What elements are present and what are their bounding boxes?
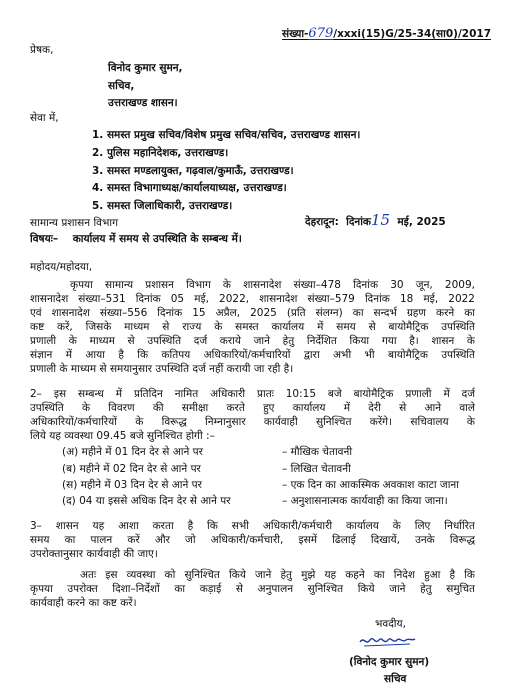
reference-number	[282, 27, 491, 41]
paragraph-line: कृपया उपरोक्त दिशा–निर्देशों का कड़ाई से अनुपालन सुनिश्चित किये जाने हेतु समुचित	[30, 583, 475, 595]
recipient-item: 3. समस्त मण्डलायुक्त, गढ़वाल/कुमाऊँ, उत्तराखण्ड।	[92, 165, 294, 177]
paragraph-line: समय का पालन करें और जो अधिकारी/कर्मचारी, इसमें ढिलाई दिखायें, उनके विरूद्ध	[30, 534, 475, 546]
reference-number-handwritten: 679	[308, 26, 334, 41]
recipients-label: सेवा में,	[30, 112, 59, 124]
sender-designation: सचिव,	[108, 80, 135, 92]
signed-designation: सचिव	[384, 673, 407, 685]
paragraph-line: संज्ञान में आया है कि कतिपय अधिकारियों/कर्मचारियों द्वारा अभी भी बायोमैट्रिक उपस्थिति	[30, 349, 475, 361]
action-consequence: – मौखिक चेतावनी	[282, 446, 353, 458]
paragraph-line: शासनादेश संख्या–531 दिनांक 05 मई, 2022, शासनादेश संख्या–579 दिनांक 18 मई, 2022	[30, 293, 475, 305]
salutation: महोदय/महोदया,	[30, 261, 93, 273]
subject-label: विषयः–	[30, 233, 59, 245]
date-day-handwritten: 15	[371, 211, 391, 229]
recipient-item: 1. समस्त प्रमुख सचिव/विशेष प्रमुख सचिव/सचिव, उत्तराखण्ड शासन।	[92, 129, 361, 141]
signed-name: (विनोद कुमार सुमन)	[349, 656, 430, 668]
paragraph-line: 3– शासन यह आशा करता है कि सभी अधिकारी/कर्मचारी कार्यालय के लिए निर्धारित	[30, 520, 475, 532]
valediction: भवदीय,	[375, 618, 406, 630]
paragraph-line: उपरोक्तानुसार कार्यवाही की जाए।	[30, 548, 158, 560]
action-condition: (स) महीने में 03 दिन देर से आने पर	[62, 479, 202, 491]
paragraph-line: लिये यह व्यवस्था 09.45 बजे सुनिश्चित होगी :–	[30, 430, 215, 442]
paragraph-line: प्रणाली के माध्यम से उपस्थिति दर्ज कराये जाने हेतु निर्देशित किया गया है। शासन के	[30, 335, 475, 347]
date-label: दिनांक	[346, 216, 371, 228]
paragraph-line: एवं शासनादेश संख्या–556 दिनांक 15 अप्रैल, 2025 (प्रति संलग्न) का सन्दर्भ ग्रहण करने का	[30, 307, 475, 319]
action-condition: (ब) महीने में 02 दिन देर से आने पर	[62, 463, 201, 475]
paragraph-4	[30, 568, 475, 610]
paragraph-line: 2– इस सम्बन्ध में प्रतिदिन नामित अधिकारी प्रातः 10:15 बजे बायोमैट्रिक प्रणाली में दर्ज	[30, 388, 475, 400]
action-consequence: – लिखित चेतावनी	[282, 463, 351, 475]
subject-text: कार्यालय में समय से उपस्थिति के सम्बन्ध में।	[72, 233, 242, 245]
paragraph-line: प्रणाली के माध्यम से समयानुसार उपस्थिति दर्ज नहीं करायी जा रही है।	[30, 363, 294, 375]
recipient-item: 2. पुलिस महानिदेशक, उत्तराखण्ड।	[92, 147, 229, 159]
paragraph-2	[30, 387, 475, 443]
department: सामान्य प्रशासन विभाग	[30, 217, 119, 229]
paragraph-line: कष्ट करें, जिसके माध्यम से राज्य के समस्त कार्यालय में समय से बायोमैट्रिक उपस्थिति	[30, 321, 475, 333]
recipient-item: 5. समस्त जिलाधिकारी, उत्तराखण्ड।	[92, 200, 233, 212]
paragraph-line: कृपया सामान्य प्रशासन विभाग के शासनादेश संख्या–478 दिनांक 30 जून, 2009,	[70, 279, 475, 291]
recipient-item: 4. समस्त विभागाध्यक्ष/कार्यालयाध्यक्ष, उत्तराखण्ड।	[92, 182, 287, 194]
place: देहरादून:	[305, 216, 339, 228]
signature-mark	[358, 632, 418, 650]
subject	[30, 233, 242, 246]
reference-suffix: /xxxi(15)G/25-34(सा0)/2017	[333, 28, 492, 40]
action-condition: (द) 04 या इससे अधिक दिन देर से आने पर	[62, 495, 231, 507]
paragraph-line: अधिकारियों/कर्मचारियों के विरूद्ध निम्नानुसार कार्यवाही सुनिश्चित करेंगे। सचिवालय के	[30, 416, 475, 428]
paragraph-line: कार्यवाही करने का कष्ट करें।	[30, 597, 137, 609]
date-month-year: मई, 2025	[397, 216, 446, 228]
action-condition: (अ) महीने में 01 दिन देर से आने पर	[62, 446, 203, 458]
paragraph-3	[30, 519, 475, 561]
action-consequence: – अनुशासनात्मक कार्यवाही का किया जाना।	[282, 495, 448, 507]
paragraph-line: उपस्थिति के विवरण की समीक्षा करते हुए कार्यालय में देरी से आने वाले	[30, 402, 475, 414]
paragraph-1	[30, 278, 475, 376]
reference-prefix: संख्या-	[282, 28, 309, 40]
sender-name: विनोद कुमार सुमन,	[108, 62, 183, 74]
action-consequence: – एक दिन का आकस्मिक अवकाश काटा जाना	[282, 479, 459, 491]
place-date	[305, 211, 446, 229]
sender-government: उत्तराखण्ड शासन।	[108, 97, 178, 109]
sender-label: प्रेषक,	[30, 44, 54, 56]
paragraph-line: अतः इस व्यवस्था को सुनिश्चित किये जाने हेतु मुझे यह कहने का निदेश हुआ है कि	[80, 569, 475, 581]
